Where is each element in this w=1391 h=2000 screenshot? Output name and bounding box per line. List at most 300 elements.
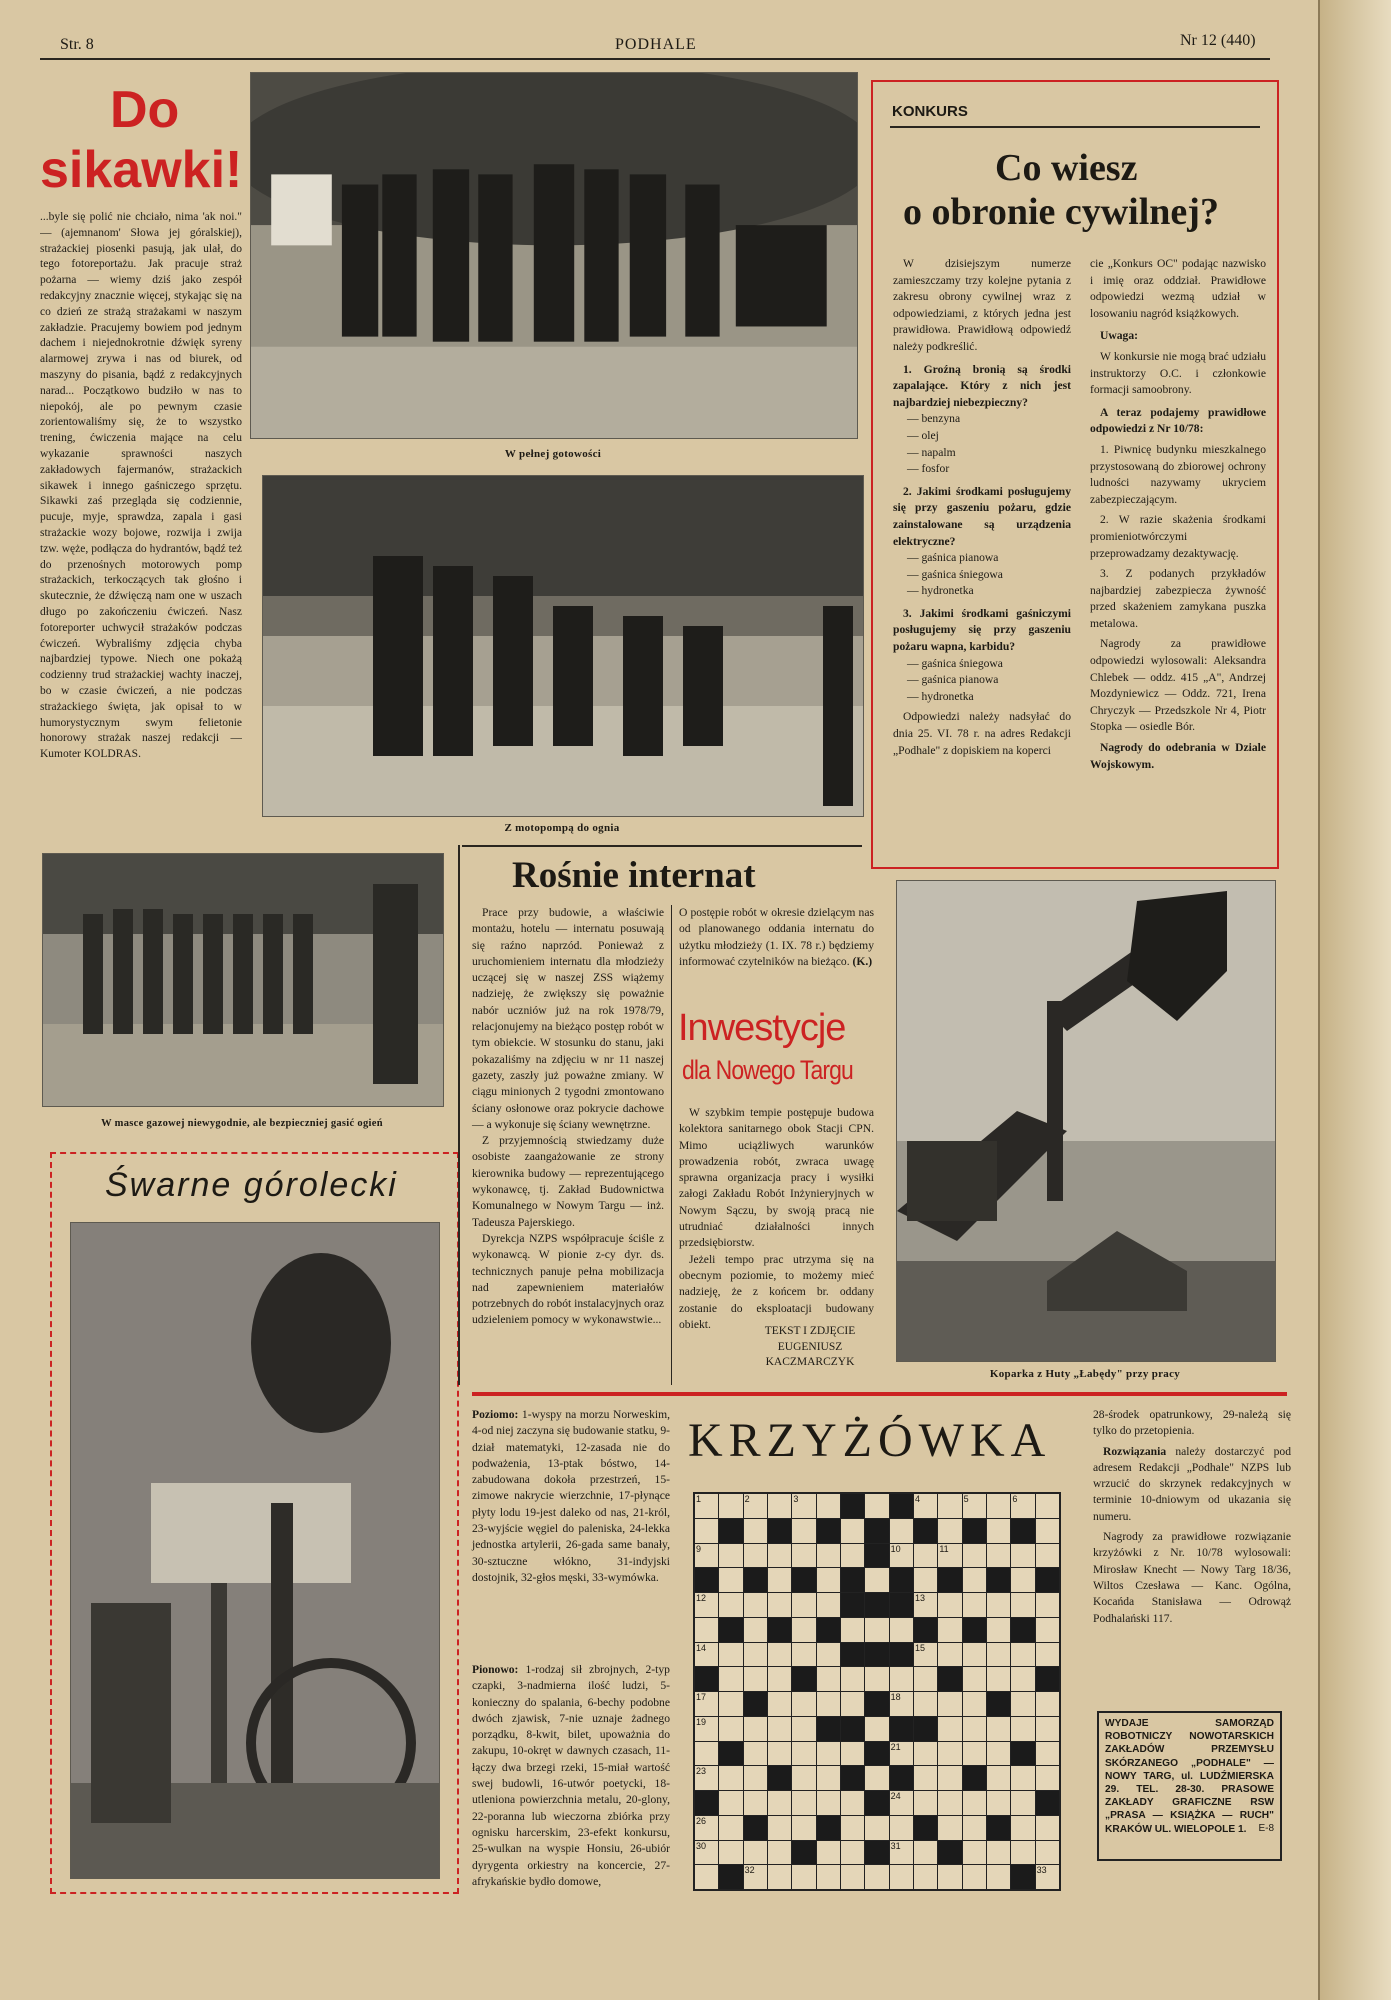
crossword-cell[interactable] [865,1618,888,1642]
crossword-cell[interactable] [719,1643,742,1667]
crossword-cell[interactable] [695,1816,718,1840]
crossword-cell[interactable] [1036,1643,1059,1667]
crossword-cell[interactable] [890,1667,913,1691]
crossword-cell[interactable] [841,1791,864,1815]
crossword-black-cell [768,1766,791,1790]
excavator-caption: Koparka z Huty „Łabędy" przy pracy [989,1368,1181,1380]
crossword-cell[interactable] [938,1742,961,1766]
crossword-cell-number: 13 [915,1593,926,1603]
crossword-cell[interactable] [1036,1841,1059,1865]
crossword-cell[interactable] [914,1865,937,1889]
konkurs-pickup: Nagrody do odebrania w Dziale Wojskowym. [1090,741,1266,771]
crossword-cell[interactable] [719,1717,742,1741]
crossword-cell[interactable] [817,1742,840,1766]
crossword-cell[interactable] [914,1593,937,1617]
rozwiazania-text: należy dostarczyć pod adresem Redakcji „Podhale" NZPS lub wrzucić do skrzynek redakcyjnych w terminie 10-dniowym od ukazania się numeru. [1093,1444,1291,1523]
crossword-cell[interactable] [695,1742,718,1766]
crossword-cell[interactable] [865,1816,888,1840]
crossword-black-cell [1011,1742,1034,1766]
crossword-cell[interactable] [1036,1593,1059,1617]
crossword-cell[interactable] [865,1766,888,1790]
crossword-cell[interactable] [1011,1841,1034,1865]
crossword-cell[interactable] [987,1544,1010,1568]
crossword-cell[interactable] [792,1519,815,1543]
crossword-cell[interactable] [938,1618,961,1642]
crossword-cell[interactable] [1011,1667,1034,1691]
crossword-cell[interactable] [987,1742,1010,1766]
crossword-cell[interactable] [792,1816,815,1840]
crossword-cell[interactable] [744,1519,767,1543]
crossword-cell[interactable] [890,1841,913,1865]
crossword-cell[interactable] [987,1667,1010,1691]
crossword-black-cell [1011,1519,1034,1543]
krzyzowka-winners: Nagrody za prawidłowe rozwiązanie krzyżówki z Nr. 10/78 wylosowali: Mirosław Knecht — Nowy Targ 18/36, Wiltos Czesława — Kanc. Ogólna, Kocańda Stanisława — Odrowąż Podhalański 117. [1093,1530,1291,1625]
q1-option-4: — fosfor [907,462,950,476]
crossword-black-cell [1011,1618,1034,1642]
crossword-cell[interactable] [768,1643,791,1667]
crossword-cell[interactable] [987,1593,1010,1617]
crossword-cell[interactable] [841,1865,864,1889]
crossword-cell[interactable] [719,1544,742,1568]
crossword-black-cell [695,1667,718,1691]
crossword-cell[interactable] [695,1865,718,1889]
inwestycje-p1: W szybkim tempie postępuje budowa kolektora sanitarnego obok Stacji CPN. Mimo uciążliwych warunków prowadzenia robót, zwraca uwagę sprawna organizacja pracy i wysiłki załogi Zakładu Robót Inżynieryjnych w Nowym Sączu, by swoją pracą nie utrudniać działalności innych przedsiębiorstw. [679,1106,874,1250]
crossword-cell[interactable] [817,1593,840,1617]
crossword-cell[interactable] [768,1692,791,1716]
crossword-cell[interactable] [865,1717,888,1741]
crossword-cell[interactable] [744,1618,767,1642]
q3-option-2: — gaśnica pianowa [907,673,999,687]
crossword-cell[interactable] [792,1643,815,1667]
crossword-cell[interactable] [963,1667,986,1691]
crossword-cell[interactable] [695,1643,718,1667]
swarne-title: Śwarne górolecki [105,1166,398,1204]
crossword-cell[interactable] [792,1692,815,1716]
crossword-cell[interactable] [768,1568,791,1592]
crossword-black-cell [938,1568,961,1592]
konkurs-q3: 3. Jakimi środkami gaśniczymi posługujemy się przy gaszeniu pożaru wapna, karbidu? [893,606,1071,654]
crossword-cell[interactable] [865,1865,888,1889]
crossword-cell[interactable] [768,1494,791,1518]
crossword-cell-number: 6 [1012,1494,1018,1504]
crossword-black-cell [719,1865,742,1889]
page-edge-shadow [1320,0,1391,2000]
crossword-cell[interactable] [792,1593,815,1617]
q3-option-1: — gaśnica śniegowa [907,656,1003,670]
credit-line-1: TEKST I ZDJĘCIE [764,1325,856,1337]
crossword-cell[interactable] [744,1667,767,1691]
crossword-cell[interactable] [744,1544,767,1568]
crossword-cell-number: 4 [915,1494,921,1504]
crossword-cell[interactable] [865,1494,888,1518]
crossword-cell[interactable] [938,1717,961,1741]
crossword-cell[interactable] [914,1568,937,1592]
crossword-black-cell [890,1643,913,1667]
konkurs-q1: 1. Groźną bronią są środki zapalające. Który z nich jest najbardziej niebezpieczny? [893,362,1071,409]
crossword-cell[interactable] [695,1519,718,1543]
crossword-cell[interactable] [768,1791,791,1815]
crossword-cell[interactable] [841,1618,864,1642]
crossword-black-cell [963,1766,986,1790]
crossword-cell[interactable] [841,1544,864,1568]
crossword-cell-number: 11 [939,1543,949,1554]
konkurs-answer-1: 1. Piwnicę budynku mieszkalnego przystosowaną do zbiorowej ochrony ludności nazywamy ukryciem zabezpieczającym. [1090,442,1266,506]
crossword-cell[interactable] [1036,1816,1059,1840]
crossword-cell[interactable] [1036,1544,1059,1568]
crossword-cell[interactable] [695,1692,718,1716]
crossword-cell[interactable] [792,1742,815,1766]
crossword-cell[interactable] [914,1692,937,1716]
crossword-black-cell [817,1519,840,1543]
crossword-cell[interactable] [817,1494,840,1518]
crossword-cell[interactable] [987,1519,1010,1543]
crossword-cell[interactable] [963,1692,986,1716]
crossword-cell[interactable] [792,1717,815,1741]
crossword-cell[interactable] [963,1791,986,1815]
crossword-cell[interactable] [1036,1692,1059,1716]
crossword-black-cell [890,1494,913,1518]
krzyzowka-title: KRZYŻÓWKA [688,1414,1052,1467]
crossword-black-cell [792,1841,815,1865]
crossword-cell[interactable] [987,1865,1010,1889]
caption-photo-2: Z motopompą do ognia [504,822,620,834]
crossword-cell[interactable] [987,1841,1010,1865]
crossword-cell[interactable] [1036,1618,1059,1642]
crossword-cell[interactable] [963,1816,986,1840]
crossword-cell[interactable] [719,1667,742,1691]
crossword-cell[interactable] [817,1766,840,1790]
crossword-cell[interactable] [695,1494,718,1518]
header-rule [40,58,1270,60]
internat-col1 [472,905,664,1329]
poziomo-clues: 1-wyspy na morzu Norweskim, 4-od niej zaczyna się budowanie statku, 9-dział matematyki, 12-zasada nie do podważenia, 13-ptak bóstwo, 14-zabudowana dokoła przestrzeń, 15-zimowe nakrycie wierzchnie, 17-płynące płyty lodu 19-jest daleko od nas, 21-król, 23-wyjście węgiel do paleniska, 24-lekka jednostka artylerii, 26-gada same banały, 30-sztuczne włókno, 31-indyjski dostojnik, 32-głos męski, 33-wymówka. [472,1408,671,1584]
crossword-black-cell [792,1568,815,1592]
crossword-cell[interactable] [865,1568,888,1592]
crossword-cell[interactable] [792,1766,815,1790]
crossword-black-cell [719,1742,742,1766]
imprint-text: WYDAJE SAMORZĄD ROBOTNICZY NOWOTARSKICH ZAKŁADÓW PRZEMYSŁU SKÓRZANEGO „PODHALE" — NOWY TARG, ul. LUDŹMIERSKA 29. TEL. 28-30. PRASOWE ZAKŁADY GRAFICZNE RSW „PRASA — KSIĄŻKA — RUCH" KRAKÓW UL. WIELOPOLE 1. [1105,1718,1274,1835]
crossword-cell[interactable] [914,1643,937,1667]
crossword-cell[interactable] [938,1544,961,1568]
internat-sign: (K.) [852,954,873,968]
crossword-cell[interactable] [914,1544,937,1568]
crossword-cell[interactable] [1011,1816,1034,1840]
crossword-cell[interactable] [938,1519,961,1543]
crossword-black-cell [719,1519,742,1543]
crossword-cell[interactable] [1011,1692,1034,1716]
crossword-cell[interactable] [719,1568,742,1592]
crossword-cell-number: 2 [744,1494,750,1504]
crossword-cell[interactable] [938,1692,961,1716]
crossword-cell[interactable] [744,1717,767,1741]
crossword-cell[interactable] [719,1692,742,1716]
internat-col2 [679,905,874,970]
konkurs-title-line2: o obronie cywilnej? [903,191,1219,233]
crossword-cell[interactable] [938,1593,961,1617]
crossword-cell[interactable] [695,1717,718,1741]
crossword-cell[interactable] [987,1494,1010,1518]
crossword-cell[interactable] [768,1816,791,1840]
crossword-cell[interactable] [744,1841,767,1865]
crossword-cell[interactable] [719,1766,742,1790]
crossword-cell[interactable] [1036,1717,1059,1741]
crossword-black-cell [817,1717,840,1741]
crossword-cell[interactable] [792,1544,815,1568]
crossword-black-cell [865,1742,888,1766]
crossword-cell[interactable] [1036,1494,1059,1518]
sikawki-title-line2: sikawki! [40,141,243,199]
crossword-cell[interactable] [1011,1544,1034,1568]
crossword-black-cell [695,1568,718,1592]
crossword-black-cell [890,1593,913,1617]
crossword-cell[interactable] [841,1519,864,1543]
crossword-black-cell [768,1618,791,1642]
crossword-cell[interactable] [744,1742,767,1766]
crossword-cell-number: 15 [915,1642,926,1653]
crossword-cell[interactable] [914,1841,937,1865]
crossword-cell[interactable] [890,1618,913,1642]
crossword-cell[interactable] [744,1593,767,1617]
crossword-cell-number: 23 [696,1766,707,1777]
crossword-cell-number: 33 [1036,1865,1047,1876]
crossword-cell[interactable] [719,1816,742,1840]
page-number: Str. 8 [60,36,94,53]
crossword-cell[interactable] [695,1544,718,1568]
pionowo-label: Pionowo: [472,1663,519,1676]
crossword-cell[interactable] [987,1643,1010,1667]
inwestycje-text [679,1105,874,1333]
pionowo-clues: 1-rodzaj sił zbrojnych, 2-typ czapki, 3-nadmierna ilość ludzi, 5-konieczny do spalania, 6-bechy podobne dwóch zjawisk, 7-nie uznaje żadnego porządku, 8-kwit, bilet, upoważnia do zakupu, 10-okręt w dawnych czasach, 11-łączy dwa brzegi rzeki, 15-miał wartość swej budowli, 16-utwór poetycki, 18-utleniona powierzchnia metalu, 20-glony, 22-poranna lub wieczorna zbiórka przy ognisku harcerskim, 23-efekt konkursu, 25-wulkan na wyspie Honsiu, 26-ubiór dyrygenta orkiestry na koncercie, 27-afrykańskie bydło domowe, [472,1663,670,1888]
konkurs-answer-2: 2. W razie skażenia środkami promieniotwórczymi przeprowadzamy dezaktywację. [1090,513,1266,560]
konkurs-q2: 2. Jakimi środkami posługujemy się przy gaszeniu pożaru, gdzie zainstalowane są urządzenia elektryczne? [893,484,1071,548]
crossword-black-cell [987,1692,1010,1716]
konkurs-answers-head: A teraz podajemy prawidłowe odpowiedzi z Nr 10/78: [1090,405,1266,436]
crossword-cell[interactable] [792,1494,815,1518]
crossword-cell[interactable] [817,1692,840,1716]
crossword-cell[interactable] [938,1791,961,1815]
crossword-cell[interactable] [890,1865,913,1889]
credit-line-3: KACZMARCZYK [765,1356,855,1368]
crossword-black-cell [841,1494,864,1518]
crossword-cell[interactable] [1036,1742,1059,1766]
crossword-cell[interactable] [914,1766,937,1790]
q2-option-1: — gaśnica pianowa [907,551,999,565]
crossword-black-cell [963,1618,986,1642]
crossword-cell[interactable] [963,1742,986,1766]
crossword-cell[interactable] [865,1667,888,1691]
crossword-cell[interactable] [963,1841,986,1865]
crossword-black-cell [914,1816,937,1840]
konkurs-title-line1: Co wiesz [995,147,1138,189]
page-fold-line [1318,0,1320,2000]
crossword-cell-number: 32 [744,1865,755,1876]
crossword-cell[interactable] [1036,1519,1059,1543]
crossword-cell[interactable] [963,1568,986,1592]
crossword-cell[interactable] [817,1667,840,1691]
crossword-black-cell [841,1643,864,1667]
internat-col2-text: O postępie robót w okresie dzielącym nas od planowanego oddania internatu do użytku młodzieży (1. IX. 78 r.) będziemy informować czytelników na bieżąco. [679,906,874,968]
crossword-cell[interactable] [987,1766,1010,1790]
crossword-black-cell [719,1618,742,1642]
crossword-cell[interactable] [1011,1717,1034,1741]
crossword-cell[interactable] [719,1494,742,1518]
konkurs-col2 [1090,256,1266,773]
q1-option-3: — napalm [907,445,956,459]
crossword-cell[interactable] [792,1865,815,1889]
crossword-cell[interactable] [963,1593,986,1617]
crossword-cell-number: 3 [793,1494,799,1504]
q1-option-2: — olej [907,428,939,442]
crossword-cell-number: 30 [696,1840,707,1851]
crossword-cell[interactable] [1011,1643,1034,1667]
crossword-cell[interactable] [841,1816,864,1840]
crossword-cell[interactable] [768,1667,791,1691]
rozwiazania-para [1093,1444,1291,1525]
crossword-black-cell [865,1519,888,1543]
crossword-black-cell [841,1568,864,1592]
crossword-cell[interactable] [719,1593,742,1617]
konkurs-answer-3: 3. Z podanych przykładów najbardziej zabezpiecza żywność przed skażeniem zamykana puszka metalowa. [1090,567,1266,630]
weaving-photo [70,1222,440,1879]
crossword-grid[interactable] [693,1492,1061,1891]
crossword-cell[interactable] [768,1742,791,1766]
crossword-cell[interactable] [963,1494,986,1518]
crossword-cell[interactable] [987,1618,1010,1642]
crossword-black-cell [744,1816,767,1840]
konkurs-label: KONKURS [892,103,968,120]
crossword-black-cell [1036,1568,1059,1592]
crossword-cell-number: 26 [696,1815,707,1826]
crossword-cell[interactable] [1011,1568,1034,1592]
konkurs-winners: Nagrody za prawidłowe odpowiedzi wylosowali: Aleksandra Chlebek — oddz. 415 „A", Andrzej Mozdyniewicz — Oddz. 721, Irena Chryczyk — Przedszkole Nr 4, Piotr Stopka — osiedle Bór. [1090,637,1266,734]
crossword-cell[interactable] [1011,1766,1034,1790]
crossword-cell[interactable] [1036,1766,1059,1790]
crossword-cell[interactable] [987,1791,1010,1815]
crossword-cell[interactable] [719,1841,742,1865]
crossword-cell[interactable] [695,1841,718,1865]
sikawki-text: ...byle się polić nie chciało, nima 'ak noi." — (ajemnanom' Słowa jej góralskiej), strażackiej piosenki pasują, jak ulał, do tego fotoreportażu. Jak pracuje straż pożarna — wiemy dziś jako zespół redakcyjny znacznie więcej, stykając się na co dzień ze strażą strażakami w naszym zakładzie. Pracujemy bowiem pod jednym dachem i niejednokrotnie dźwięk syreny alarmowej zrywa i nas od biurek, od maszyny do pisania, bądź z redakcyjnych narad... Początkowo budziło w nas to niepokój, ale po pewnym czasie zorientowaliśmy się, że to wszystko trening, ćwiczenia mające na celu wykazanie sprawności naszych zakładowych fajermanów, strażackich sikawek i innego gaśniczego sprzętu. Sikawki zaś przegląda się codziennie, pucuje, myje, sprawdza, zapala i gasi strażackie wozy bojowe, rozwija i zwija tzw. węże, podłącza do hydrantów, bądź też do przenośnych motorowych pomp strażackich, terkoczących tak głośno i skutecznie, że dźwięczą nam one w uszach długo po zakończeniu ćwiczeń. Nasz fotoreporter uchwycił strażaków podczas ćwiczeń. Wybraliśmy zdjęcia chyba najbardziej typowe. Niech one pokażą codzienny trud strażackiej wachty inaczej, bo w czasie ćwiczeń, a nie podczas strażackiego święta, jak opisał to w humorystycznym swym felietonie honorowy strażak naszej redakcji — Kumoter KOLDRAS. [40,211,242,761]
crossword-cell[interactable] [890,1791,913,1815]
crossword-cell[interactable] [938,1865,961,1889]
crossword-cell[interactable] [914,1742,937,1766]
q3-option-3: — hydronetka [907,689,974,703]
crossword-cell-number: 14 [696,1642,707,1653]
crossword-cell[interactable] [963,1717,986,1741]
issue-number: Nr 12 (440) [1180,32,1256,49]
crossword-cell[interactable] [768,1544,791,1568]
crossword-black-cell [890,1568,913,1592]
crossword-cell-number: 24 [890,1791,901,1801]
crossword-cell[interactable] [890,1544,913,1568]
crossword-cell[interactable] [744,1643,767,1667]
crossword-black-cell [914,1717,937,1741]
crossword-cell[interactable] [963,1643,986,1667]
crossword-cell[interactable] [792,1791,815,1815]
crossword-cell[interactable] [963,1544,986,1568]
crossword-cell[interactable] [890,1816,913,1840]
crossword-cell[interactable] [768,1717,791,1741]
crossword-black-cell [841,1593,864,1617]
crossword-cell[interactable] [817,1643,840,1667]
imprint-code: E-8 [1258,1822,1274,1834]
q2-option-3: — hydronetka [907,584,974,598]
crossword-black-cell [890,1766,913,1790]
internat-p2: Z przyjemnością stwiedzamy duże osobiste zaangażowanie ze strony kierownika budowy — reprezentującego wykonawcę, tj. Zakład Budownictwa Komunalnego w Nowym Targu — inż. Tadeusza Pajerskiego. [472,1134,664,1229]
crossword-cell[interactable] [817,1544,840,1568]
crossword-cell[interactable] [695,1766,718,1790]
crossword-cell-number: 21 [890,1741,901,1752]
crossword-cell[interactable] [744,1766,767,1790]
crossword-cell[interactable] [841,1742,864,1766]
crossword-cell[interactable] [768,1841,791,1865]
crossword-cell[interactable] [938,1816,961,1840]
crossword-cell[interactable] [792,1618,815,1642]
crossword-cell[interactable] [963,1865,986,1889]
crossword-black-cell [817,1816,840,1840]
crossword-cell[interactable] [768,1593,791,1617]
crossword-cell[interactable] [768,1865,791,1889]
crossword-black-cell [865,1643,888,1667]
crossword-black-cell [817,1618,840,1642]
crossword-cell[interactable] [890,1742,913,1766]
sikawki-title-line1: Do [110,81,180,139]
crossword-cell[interactable] [695,1593,718,1617]
konkurs-uwaga-label: Uwaga: [1100,329,1138,343]
crossword-cell[interactable] [1011,1791,1034,1815]
crossword-cell[interactable] [890,1519,913,1543]
crossword-cell[interactable] [744,1494,767,1518]
crossword-cell[interactable] [695,1618,718,1642]
crossword-cell[interactable] [1036,1865,1059,1889]
crossword-cell-number: 5 [963,1494,969,1504]
crossword-cell[interactable] [817,1841,840,1865]
gasmask-photo [42,853,444,1107]
crossword-black-cell [914,1618,937,1642]
crossword-cell-number: 1 [696,1494,702,1504]
crossword-cell[interactable] [841,1667,864,1691]
crossword-cell[interactable] [938,1494,961,1518]
crossword-black-cell [865,1593,888,1617]
crossword-cell[interactable] [841,1841,864,1865]
crossword-cell[interactable] [890,1692,913,1716]
crossword-cell[interactable] [744,1791,767,1815]
crossword-black-cell [987,1568,1010,1592]
crossword-cell[interactable] [1011,1494,1034,1518]
crossword-cell[interactable] [938,1643,961,1667]
crossword-cell[interactable] [744,1865,767,1889]
crossword-cell[interactable] [719,1791,742,1815]
crossword-black-cell [841,1766,864,1790]
crossword-cell[interactable] [1011,1593,1034,1617]
konkurs-uwaga-text: W konkursie nie mogą brać udziału instruktorzy O.C. i członkowie formacji samoobrony. [1090,349,1266,397]
pionowo-text [472,1662,670,1890]
crossword-black-cell [914,1519,937,1543]
internat-title: Rośnie internat [512,855,756,896]
crossword-cell[interactable] [817,1568,840,1592]
crossword-black-cell [938,1841,961,1865]
konkurs-col2-top: cie „Konkurs OC" podając nazwisko i imię oraz oddział. Prawidłowe odpowiedzi wezmą udział w losowaniu nagród książkowych. [1090,257,1266,320]
crossword-cell[interactable] [987,1717,1010,1741]
crossword-cell[interactable] [938,1766,961,1790]
crossword-cell-number: 17 [696,1692,707,1702]
internat-p1: Prace przy budowie, a właściwie montażu, hotelu — internatu posuwają się raźno naprzód. Ponieważ z uruchomieniem internatu dla młodzieży uczącej się w naszej ZSS wiążemy nadzieję, że zwiększy się poważnie nabór uczniów już na rok 1978/79, relacjonujemy na bieżąco postęp robót w tym obiekcie. W stosunku do stanu, jaki pokazaliśmy na zdjęciu w nr 11 naszej gazety, zaszły już poważne zmiany. W ciągu minionych 2 tygodni zmontowano ściany osłonowe oraz pokrycie dachowe — a wykonuje się ściany wewnętrzne. [472,906,664,1131]
crossword-cell[interactable] [817,1791,840,1815]
crossword-cell[interactable] [841,1692,864,1716]
crossword-cell[interactable] [817,1865,840,1889]
crossword-cell[interactable] [914,1667,937,1691]
crossword-cell[interactable] [914,1791,937,1815]
crossword-cell[interactable] [914,1494,937,1518]
